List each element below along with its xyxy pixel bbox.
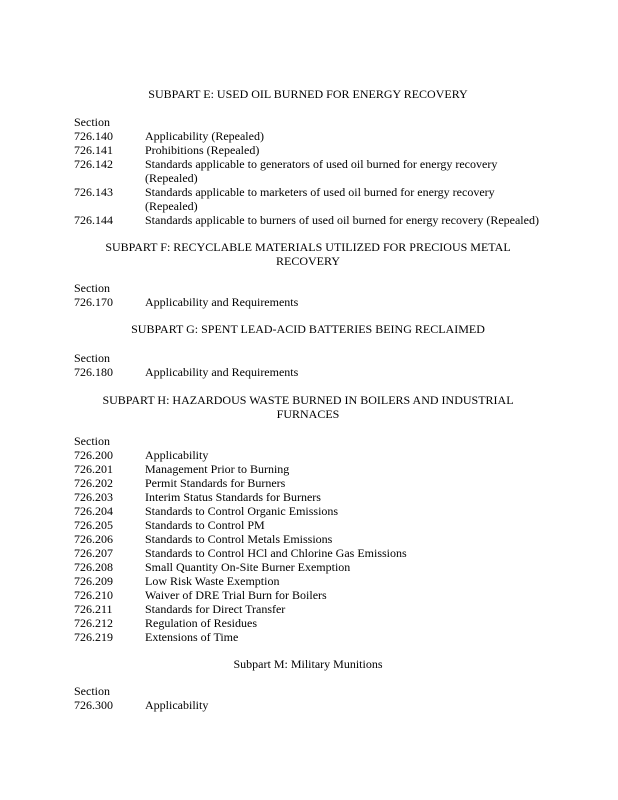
section-number: 726.143 [74, 185, 113, 199]
section-number: 726.205 [74, 518, 113, 532]
section-title: Standards applicable to generators of used oil burned for energy recovery (Repealed) [145, 157, 498, 185]
list-item [74, 574, 554, 588]
section-title: Low Risk Waste Exemption [145, 574, 280, 588]
section-title: Prohibitions (Repealed) [145, 143, 260, 157]
section-label: Section [74, 434, 110, 448]
section-number: 726.209 [74, 574, 113, 588]
section-label: Section [74, 115, 110, 129]
list-item [74, 129, 554, 143]
section-number: 726.208 [74, 560, 113, 574]
section-title: Standards applicable to burners of used oil burned for energy recovery (Repealed) [145, 213, 539, 227]
section-title: Applicability and Requirements [145, 295, 299, 309]
list-item [74, 588, 554, 602]
list-item [74, 602, 554, 616]
section-title: Applicability [145, 698, 209, 712]
section-label: Section [74, 684, 110, 698]
section-title: Standards to Control Metals Emissions [145, 532, 333, 546]
list-item [74, 616, 554, 630]
section-number: 726.207 [74, 546, 113, 560]
section-number: 726.201 [74, 462, 113, 476]
section-title: Regulation of Residues [145, 616, 257, 630]
section-title: Standards to Control HCl and Chlorine Gas Emissions [145, 546, 407, 560]
list-item [74, 546, 554, 560]
section-number: 726.210 [74, 588, 113, 602]
section-number: 726.144 [74, 213, 113, 227]
list-item [74, 698, 554, 712]
list-item [74, 630, 554, 644]
section-number: 726.180 [74, 365, 113, 379]
list-item [74, 213, 554, 227]
section-title: Waiver of DRE Trial Burn for Boilers [145, 588, 327, 602]
list-item [74, 157, 554, 185]
section-title: Standards to Control PM [145, 518, 265, 532]
section-number: 726.212 [74, 616, 113, 630]
subpart-e-section-list [74, 115, 554, 227]
list-item [74, 518, 554, 532]
list-item [74, 476, 554, 490]
section-number: 726.170 [74, 295, 113, 309]
section-number: 726.142 [74, 157, 113, 171]
list-item [74, 365, 554, 379]
section-title: Interim Status Standards for Burners [145, 490, 321, 504]
section-label: Section [74, 351, 110, 365]
subpart-h-heading: SUBPART H: HAZARDOUS WASTE BURNED IN BOILERS AND INDUSTRIAL FURNACES [102, 393, 514, 421]
section-number: 726.200 [74, 448, 113, 462]
subpart-f-section-list [74, 281, 554, 309]
list-item [74, 504, 554, 518]
list-item [74, 295, 554, 309]
section-number: 726.300 [74, 698, 113, 712]
subpart-g-heading: SUBPART G: SPENT LEAD-ACID BATTERIES BEING RECLAIMED [131, 322, 485, 336]
list-item [74, 490, 554, 504]
section-number: 726.211 [74, 602, 113, 616]
section-number: 726.203 [74, 490, 113, 504]
list-item [74, 462, 554, 476]
subpart-f-heading: SUBPART F: RECYCLABLE MATERIALS UTILIZED FOR PRECIOUS METAL RECOVERY [105, 240, 511, 268]
subpart-h-section-list [74, 434, 554, 644]
subpart-g-section-list [74, 351, 554, 379]
section-title: Standards applicable to marketers of used oil burned for energy recovery (Repealed) [145, 185, 495, 213]
list-item [74, 532, 554, 546]
section-title: Applicability and Requirements [145, 365, 299, 379]
section-title: Small Quantity On-Site Burner Exemption [145, 560, 351, 574]
section-title: Standards to Control Organic Emissions [145, 504, 339, 518]
section-number: 726.219 [74, 630, 113, 644]
section-number: 726.206 [74, 532, 113, 546]
section-title: Applicability (Repealed) [145, 129, 264, 143]
section-title: Applicability [145, 448, 209, 462]
section-title: Permit Standards for Burners [145, 476, 286, 490]
list-item [74, 560, 554, 574]
section-number: 726.202 [74, 476, 113, 490]
section-number: 726.204 [74, 504, 113, 518]
list-item [74, 143, 554, 157]
section-number: 726.141 [74, 143, 113, 157]
section-title: Management Prior to Burning [145, 462, 290, 476]
section-number: 726.140 [74, 129, 113, 143]
section-label: Section [74, 281, 110, 295]
subpart-m-section-list [74, 684, 554, 712]
section-title: Standards for Direct Transfer [145, 602, 286, 616]
list-item [74, 185, 554, 213]
section-title: Extensions of Time [145, 630, 239, 644]
subpart-e-heading: SUBPART E: USED OIL BURNED FOR ENERGY RECOVERY [148, 87, 468, 101]
list-item [74, 448, 554, 462]
subpart-m-heading: Subpart M: Military Munitions [233, 657, 383, 671]
